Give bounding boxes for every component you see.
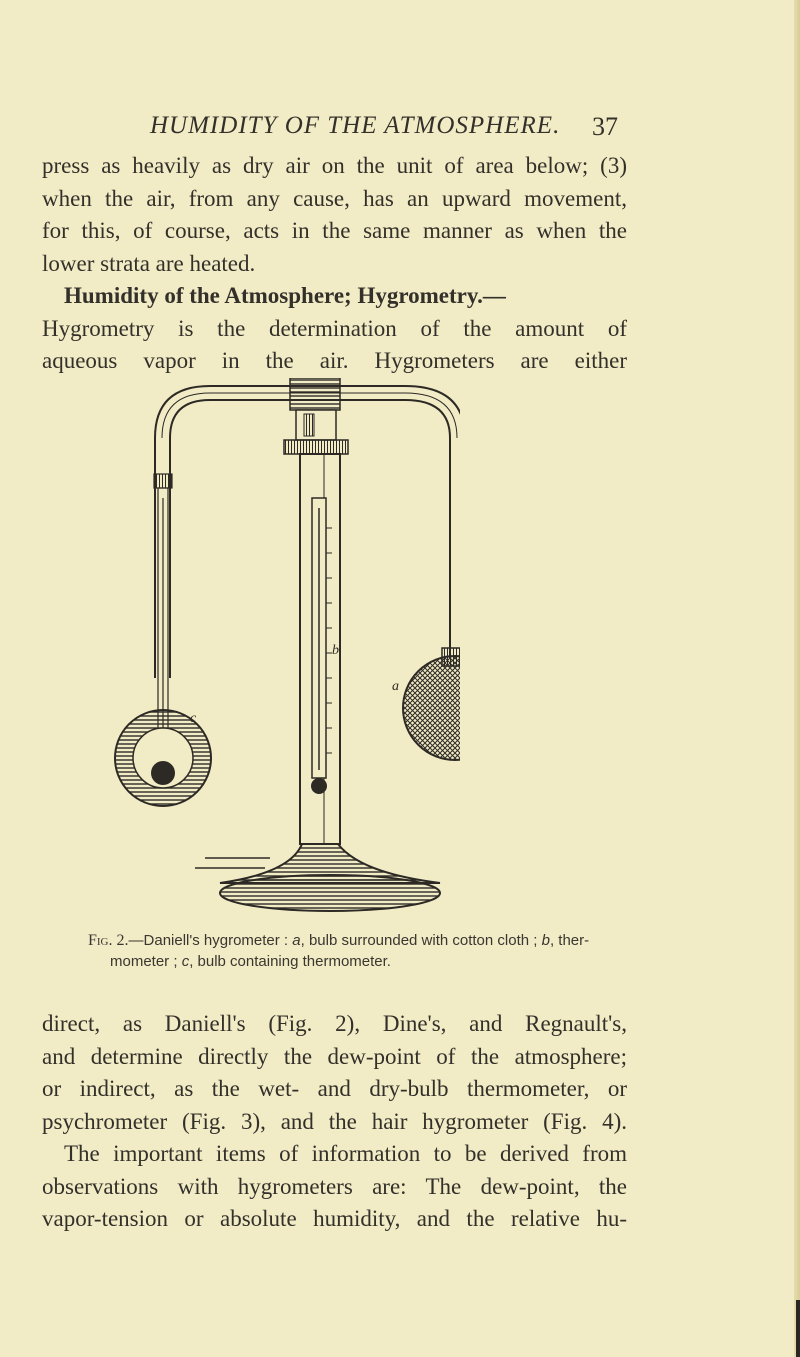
text-line: psychrometer (Fig. 3), and the hair hygrometer (Fig. 4). [42, 1108, 627, 1134]
text-line: direct, as Daniell's (Fig. 2), Dine's, and Regnault's, [42, 1011, 627, 1036]
caption-letter-a: a [292, 932, 301, 949]
figure-label-a: a [392, 679, 399, 694]
page-edge-mark [796, 1300, 800, 1357]
text-line: and determine directly the dew-point of the atmosphere; [42, 1043, 627, 1069]
bulb-c [115, 710, 211, 806]
text-line: aqueous vapor in the air. Hygrometers are either [42, 348, 627, 373]
caption-text: mometer ; [110, 953, 182, 970]
caption-letter-b: b [541, 932, 550, 949]
figure-number: Fig. 2. [88, 932, 129, 949]
page-edge [794, 0, 800, 1357]
caption-text: —Daniell's hygrometer : [128, 932, 293, 949]
caption-text: , bulb containing thermometer. [189, 953, 391, 970]
paragraph-top [42, 150, 627, 378]
text-line: for this, of course, acts in the same manner as when the [42, 218, 627, 243]
section-heading: Humidity of the Atmosphere; Hygrometry.— [64, 283, 506, 308]
paragraph-bottom [42, 1008, 627, 1236]
text-line: press as heavily as dry air on the unit of area below; (3) [42, 153, 627, 178]
base [195, 844, 440, 911]
caption-line-2 [88, 951, 633, 972]
text-line: vapor-tension or absolute humidity, and the relative hu- [42, 1206, 627, 1231]
page-number: 37 [592, 112, 618, 141]
bulb-a [403, 648, 460, 760]
figure-label-c: c [190, 711, 197, 726]
caption-line-1 [88, 930, 633, 951]
text-line: or indirect, as the wet- and dry-bulb thermometer, or [42, 1076, 627, 1101]
caption-letter-c: c [181, 953, 190, 970]
figure-label-b: b [332, 643, 339, 658]
text-line: observations with hygrometers are: The dew-point, the [42, 1173, 627, 1199]
running-title: HUMIDITY OF THE ATMOSPHERE. [150, 112, 561, 139]
running-head [0, 112, 800, 148]
text-line: lower strata are heated. [42, 250, 256, 276]
caption-text: , ther- [549, 932, 590, 949]
figure-caption [88, 930, 633, 972]
text-line: The important items of information to be derived from [64, 1141, 627, 1166]
top-cap [284, 378, 348, 454]
text-line: Hygrometry is the determination of the amount of [42, 315, 627, 341]
daniell-hygrometer-figure [110, 378, 460, 918]
text-line: when the air, from any cause, has an upward movement, [42, 185, 627, 211]
caption-text: , bulb surrounded with cotton cloth ; [300, 932, 542, 949]
